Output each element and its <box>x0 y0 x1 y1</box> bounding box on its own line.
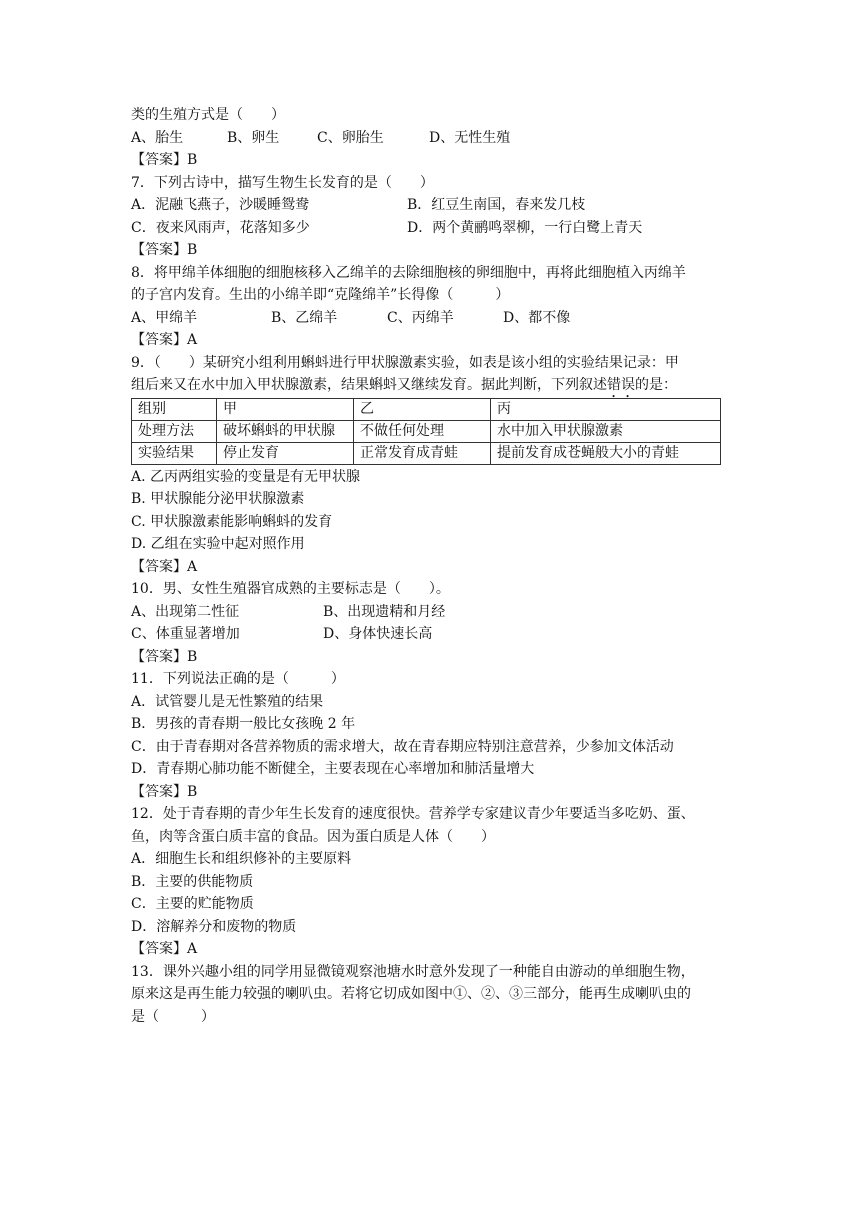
q6-options <box>131 127 721 150</box>
q12-option-a: A．细胞生长和组织修补的主要原料 <box>131 851 352 867</box>
q8-options <box>131 307 721 330</box>
table-cell: 丙 <box>491 398 721 420</box>
q12-option-b: B．主要的供能物质 <box>131 873 254 890</box>
table-cell: 不做任何处理 <box>354 420 491 442</box>
q12-option-c: C．主要的贮能物质 <box>131 896 254 912</box>
table-cell: 甲 <box>217 398 354 420</box>
q11-option-a: A．试管婴儿是无性繁殖的结果 <box>131 693 324 710</box>
table-cell: 提前发育成苍蝇般大小的青蛙 <box>491 442 721 464</box>
q6-answer: 【答案】B <box>131 152 198 168</box>
q12-stem-line1: 12．处于青春期的青少年生长发育的速度很快。营养学专家建议青少年要适当多吃奶、蛋、 <box>131 806 695 822</box>
q9-option-d: D. 乙组在实验中起对照作用 <box>131 536 305 552</box>
q9-stem-emphasis: 错误 <box>607 377 635 393</box>
q13-stem-line3: 是（ ） <box>131 1008 215 1025</box>
q11-answer: 【答案】B <box>131 783 198 800</box>
table-row <box>132 420 721 442</box>
q7-options-row2 <box>131 217 721 240</box>
q12-option-d: D．溶解养分和废物的物质 <box>131 918 297 935</box>
q6-option-d: D、无性生殖 <box>429 129 511 146</box>
q7-option-d: D．两个黄鹂鸣翠柳，一行白鹭上青天 <box>407 219 643 236</box>
table-cell: 组别 <box>132 398 217 420</box>
q7-option-c: C．夜来风雨声，花落知多少 <box>131 219 310 236</box>
q11-stem: 11．下列说法正确的是（ ） <box>131 671 345 687</box>
q10-options-row2 <box>131 623 721 646</box>
q9-stem-line1: 9．（ ）某研究小组利用蝌蚪进行甲状腺激素实验，如表是该小组的实验结果记录：甲 <box>131 354 679 371</box>
q8-option-b: B、乙绵羊 <box>271 309 338 326</box>
q12-answer: 【答案】A <box>131 941 198 957</box>
q8-option-d: D、都不像 <box>503 309 571 326</box>
q8-stem-line2: 的子宫内发育。生出的小绵羊即“克隆绵羊”长得像（ ） <box>131 287 510 303</box>
q10-option-a: A、出现第二性征 <box>131 603 240 620</box>
document-page <box>131 104 721 1028</box>
q10-option-c: C、体重显著增加 <box>131 626 240 642</box>
experiment-table <box>131 398 721 465</box>
table-row <box>132 398 721 420</box>
table-row <box>132 442 721 464</box>
q9-option-c: C. 甲状腺激素能影响蝌蚪的发育 <box>131 513 333 530</box>
q6-stem-tail: 类的生殖方式是（ ） <box>131 107 285 123</box>
q10-options-row1 <box>131 601 721 624</box>
q9-option-a: A. 乙丙两组实验的变量是有无甲状腺 <box>131 468 361 485</box>
q10-stem: 10．男、女性生殖器官成熟的主要标志是（ ）。 <box>131 581 450 597</box>
q6-option-b: B、卵生 <box>227 129 280 146</box>
q7-option-b: B．红豆生南国，春来发几枝 <box>407 197 586 213</box>
q7-options-row1 <box>131 194 721 217</box>
q13-stem-line2: 原来这是再生能力较强的喇叭虫。若将它切成如图中①、②、③三部分，能再生成喇叭虫的 <box>131 986 691 1002</box>
q8-stem-line1: 8．将甲绵羊体细胞的细胞核移入乙绵羊的去除细胞核的卵细胞中，再将此细胞植入丙绵羊 <box>131 264 686 281</box>
q9-answer: 【答案】A <box>131 558 198 575</box>
q9-stem-line2-pre: 组后来又在水中加入甲状腺激素，结果蝌蚪又继续发育。据此判断，下列叙述 <box>131 377 607 393</box>
q10-option-b: B、出现遗精和月经 <box>323 603 446 620</box>
table-cell: 破坏蝌蚪的甲状腺 <box>217 420 354 442</box>
q9-option-b: B. 甲状腺能分泌甲状腺激素 <box>131 491 305 507</box>
q6-option-c: C、卵胎生 <box>317 129 384 146</box>
q6-option-a: A、胎生 <box>131 129 184 146</box>
table-cell: 乙 <box>354 398 491 420</box>
q9-stem-line2-post: 的是： <box>635 377 677 393</box>
q7-answer: 【答案】B <box>131 242 198 258</box>
table-cell: 处理方法 <box>132 420 217 442</box>
q7-stem: 7．下列古诗中，描写生物生长发育的是（ ） <box>131 174 434 191</box>
q10-option-d: D、身体快速长高 <box>323 626 433 642</box>
table-cell: 实验结果 <box>132 442 217 464</box>
q11-option-b: B．男孩的青春期一般比女孩晚 2 年 <box>131 716 356 732</box>
q12-stem-line2: 鱼，肉等含蛋白质丰富的食品。因为蛋白质是人体（ ） <box>131 828 495 845</box>
q11-option-c: C．由于青春期对各营养物质的需求增大，故在青春期应特别注意营养，少参加文体活动 <box>131 738 674 755</box>
q10-answer: 【答案】B <box>131 648 198 665</box>
q13-stem-line1: 13．课外兴趣小组的同学用显微镜观察池塘水时意外发现了一种能自由游动的单细胞生物， <box>131 963 695 980</box>
q7-option-a: A．泥融飞燕子，沙暖睡鸳鸯 <box>131 197 310 213</box>
q11-option-d: D．青春期心肺功能不断健全，主要表现在心率增加和肺活量增大 <box>131 761 535 777</box>
table-cell: 正常发育成青蛙 <box>354 442 491 464</box>
q9-stem-line2 <box>131 374 721 397</box>
table-cell: 水中加入甲状腺激素 <box>491 420 721 442</box>
table-cell: 停止发育 <box>217 442 354 464</box>
q8-option-c: C、丙绵羊 <box>387 309 454 326</box>
q8-option-a: A、甲绵羊 <box>131 309 198 326</box>
q8-answer: 【答案】A <box>131 332 198 348</box>
